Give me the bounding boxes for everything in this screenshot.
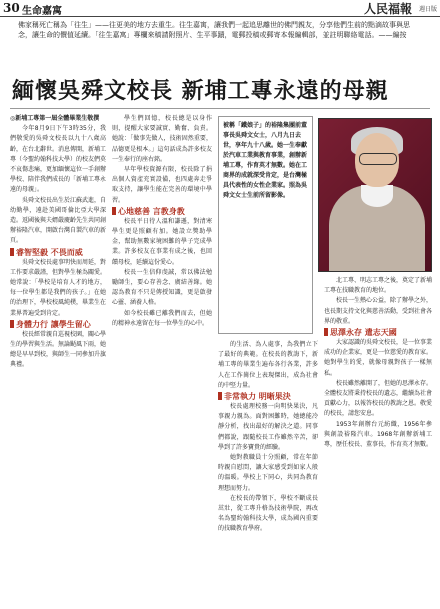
article-subheading: 睿智堅毅 不畏而威 (10, 247, 106, 258)
article-paragraph: 早年學校資源有限，校長除了捐出個人資產充實設備，也四處奔走爭取支持，讓學生能在完善的環境中學習。 (112, 166, 212, 204)
article-paragraph: 學生們回憶，校長總是以身作則，提醒大家要誠實、勤奮、負責。她說：「做事先做人，技術固然重要，品德更是根本。」這句話成為許多校友一生奉行的座右銘。 (112, 115, 212, 163)
article-paragraph: 1953年創辦台元紡織，1956年參與創設裕隆汽車。1968年創辦新埔工專，歷任校長、董事長，作育英才無數。 (324, 420, 432, 449)
section-name: 生命嘉寓 (22, 6, 62, 17)
article-paragraph: 校長雖然離開了，但她的思澤永存。全體校友將秉持校長的遺志，繼續為社會貢獻心力，以報答校長的教誨之恩。敬愛的校長，請您安息。 (324, 379, 432, 418)
article-paragraph: 吳舜文校長出生於江蘇武進，自幼勤學，遠赴美國哥倫比亞大學深造。返國後與夫婿嚴慶齡先生共同創辦裕隆汽車，開啟台灣自製汽車的新頁。 (10, 196, 106, 245)
article-paragraph: 校長處理校務一向明快果決，凡事親力親為。面對困難時，她總能冷靜分析，找出最好的解決之道。同事們都說，跟隨校長工作雖然辛苦，卻學到了許多寶貴的經驗。 (218, 403, 318, 451)
photo-caption: 被稱「鐵娘子」的裕隆集團前董事長吳舜文女士，八月九日去世，享年九十八歲。她一生奉獻於汽車工業與教育事業，創辦新埔工專，作育英才無數。她在工商界的成就深受肯定，是台灣極具代表性的女性企業家。照為吳舜文女士生前所留影像。 (218, 116, 313, 334)
article-paragraph: 北工專、明志工專之後，奠定了新埔工專在技職教育的地位。 (324, 277, 432, 295)
title-divider (10, 108, 430, 109)
portrait-collar (361, 185, 393, 207)
edition-label: 週日版 (418, 6, 437, 13)
portrait-photo (318, 118, 432, 272)
article-paragraph: 今年8月9日下午3時35分，我們敬愛的吳舜文校長以九十八歲高齡，在台北辭世。消息傳開，新埔工專（今聖約翰科技大學）的校友們莫不哀傷悲痛，更加緬懷這位一手創辦學校、陪伴我們成長的「新埔工專永遠的母親」。 (10, 125, 106, 194)
article-paragraph: 校長一生熱心公益，除了辦學之外，也長期支持文化與慈善活動，受到社會各界的敬重。 (324, 297, 432, 325)
article-subheading: 心地慈善 言教身教 (112, 206, 212, 217)
article-paragraph: 她對教職員十分照顧，常在年節時親自慰問，讓大家感受到如家人般的溫暖。學校上下同心，共同為教育理想而努力。 (218, 454, 318, 492)
article-column-2 (112, 114, 212, 604)
article-paragraph: 大家認識的吳舜文校長，是一位事業成功的企業家，更是一位慈愛的教育家。她對學生的愛，就像母親對孩子一樣無私。 (324, 339, 432, 377)
editor-intro: 佛家稱死亡稱為「往生」——往更美的地方去重生。往生嘉寓，讓我們一起追思離世的佛門親友，分享他們生前的點滴故事與思念，讓生命的價值延續。「往生嘉寓」專欄來稿請附照片、生平事蹟，電郵投稿或郵寄本報編輯部，並註明聯絡電話。——編按 (18, 21, 410, 39)
article-column-3 (218, 340, 318, 604)
article-subheading: 非常執力 明晰果決 (218, 391, 318, 402)
newspaper-name: 人民福報 (363, 2, 412, 16)
portrait-glasses (359, 153, 397, 165)
article-subheading: 思澤永存 遺志天國 (324, 327, 432, 338)
article-title: 緬懷吳舜文校長 新埔工專永遠的母親 (12, 78, 389, 104)
article-paragraph: 吳舜文校長處事明快而周延，對工作要求嚴謹，但對學生極為關愛。她常說：「學校是培育人才的地方，每一位學生都是我們的孩子。」在她的治理下，學校校風純樸，畢業生在業界普遍受到肯定。 (10, 258, 106, 317)
article-paragraph: 校長平日待人溫和謙遜，對清寒學生更是照顧有加。她設立獎助學金，幫助無數家境困難的學子完成學業。許多校友在事業有成之後，也回饋母校，延續這份愛心。 (112, 217, 212, 266)
article-column-1 (10, 114, 106, 604)
article-paragraph: 如今校長雖已離我們而去，但她的精神永遠留在每一位學生的心中。 (112, 309, 212, 327)
article-paragraph: 的生活、為人處事，為我們立下了最好的典範。在校長的教誨下，新埔工專的畢業生遍布各行各業，許多人在工作崗位上表現傑出，成為社會的中堅力量。 (218, 341, 318, 389)
article-paragraph: 校長經常親自巡視校園，關心學生的學習與生活。無論颳風下雨，她總是早早到校，與師生一同參加升旗典禮。 (10, 330, 106, 369)
article-subheading: 身體力行 讓學生留心 (10, 319, 106, 330)
article-byline: ◎新埔工專第一屆全體畢業生敬撰 (10, 115, 100, 122)
page-number: 30 (3, 1, 20, 15)
article-paragraph: 在校長的帶領下，學校不斷成長茁壯，從工專升格為技術學院，再改名為聖約翰科技大學，成為國內重要的技職教育學府。 (218, 494, 318, 533)
article-paragraph: 校長一生信仰虔誠，常以佛法勉勵師生，要心存善念、廣結善緣。她認為教育不只是傳授知識，更是啟發心靈、涵養人格。 (112, 268, 212, 307)
article-column-4 (324, 276, 432, 604)
page-header (0, 0, 440, 17)
